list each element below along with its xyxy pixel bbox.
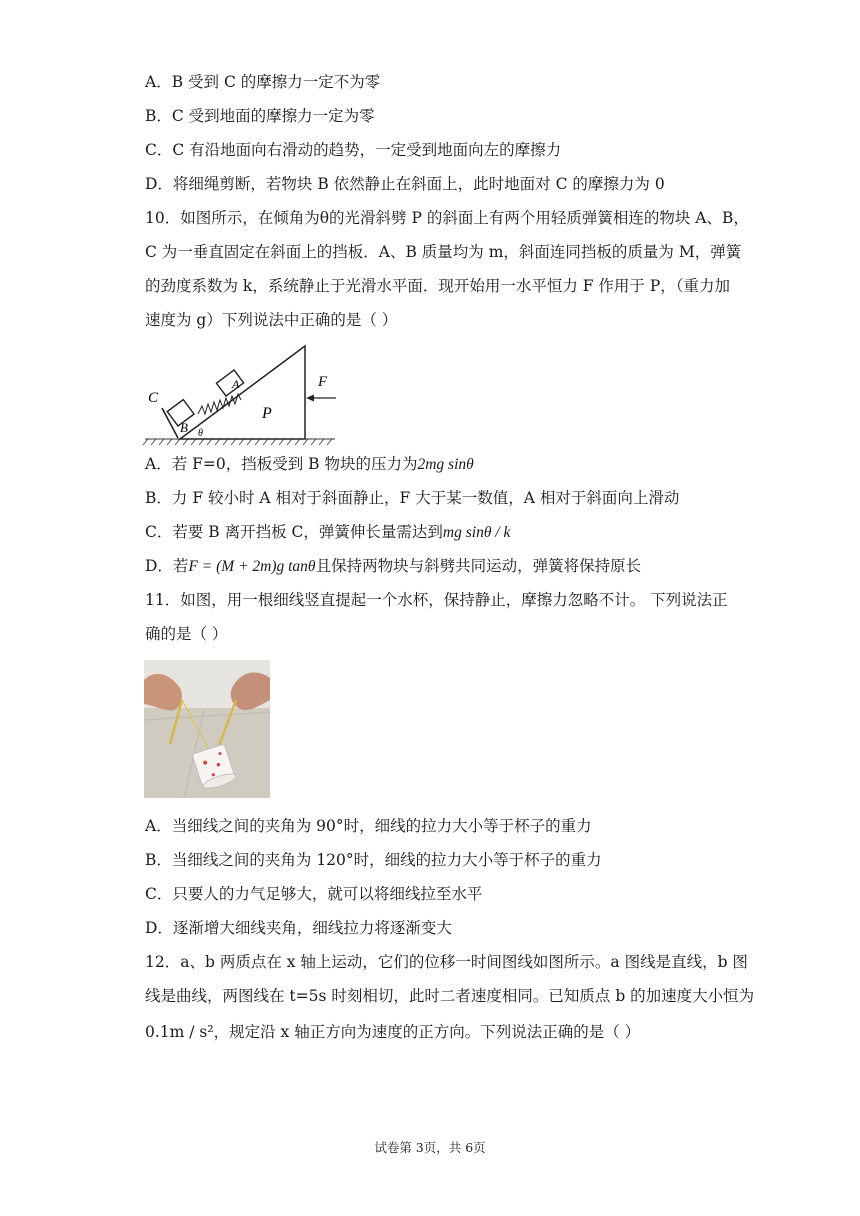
spring (198, 394, 241, 414)
q12-acceleration-formula: 0.1m / s² (145, 1023, 214, 1041)
q10-option-c-formula: mg sinθ / k (442, 524, 511, 541)
q11-option-d: D．逐渐增大细线夹角，细线拉力将逐渐变大 (145, 919, 452, 937)
q10-option-d-suffix: 且保持两物块与斜劈共同运动，弹簧将保持原长 (315, 557, 642, 575)
q9-option-b: B．C 受到地面的摩擦力一定为零 (145, 107, 375, 125)
q10-option-a-formula: 2mg sinθ (417, 456, 474, 473)
q10-option-d-prefix: D．若 (145, 557, 189, 575)
q9-option-a: A．B 受到 C 的摩擦力一定不为零 (145, 73, 381, 91)
incline-figure (140, 340, 340, 450)
q11-option-a: A．当细线之间的夹角为 90°时，细线的拉力大小等于杯子的重力 (145, 817, 592, 835)
q11-stem-line1: 11．如图，用一根细线竖直提起一个水杯，保持静止，摩擦力忽略不计。 下列说法正 (145, 591, 728, 609)
q10-option-b: B．力 F 较小时 A 相对于斜面静止，F 大于某一数值，A 相对于斜面向上滑动 (145, 489, 680, 507)
cup-photo-drawing (144, 660, 270, 798)
q11-option-b: B．当细线之间的夹角为 120°时，细线的拉力大小等于杯子的重力 (145, 851, 602, 869)
q10-option-a-text: A．若 F=0，挡板受到 B 物块的压力为 (145, 455, 418, 473)
q12-stem-line3-text: ，规定沿 x 轴正方向为速度的正方向。下列说法正确的是（ ） (213, 1023, 641, 1041)
q10-stem-line2: C 为一垂直固定在斜面上的挡板．A、B 质量均为 m，斜面连同挡板的质量为 M，弹簧 (145, 243, 742, 261)
q10-stem-line3: 的劲度系数为 k，系统静止于光滑水平面．现开始用一水平恒力 F 作用于 P，（重力加 (145, 277, 731, 295)
q10-option-d (145, 556, 641, 577)
cup-photo (144, 660, 270, 798)
q10-option-c (145, 522, 510, 543)
q10-stem-line1: 10．如图所示，在倾角为θ的光滑斜劈 P 的斜面上有两个用轻质弹簧相连的物块 A、B， (145, 209, 749, 227)
wedge-p (180, 346, 305, 439)
label-c: C (148, 390, 159, 406)
label-a: A (232, 377, 240, 391)
q12-stem-line3 (145, 1022, 640, 1042)
q12-stem-line1: 12．a、b 两质点在 x 轴上运动，它们的位移一时间图线如图所示。a 图线是直线，b 图 (145, 953, 748, 971)
label-f: F (318, 374, 328, 390)
ground-hatch (143, 439, 335, 445)
q9-option-c: C．C 有沿地面向右滑动的趋势，一定受到地面向左的摩擦力 (145, 141, 562, 159)
label-b: B (180, 420, 188, 435)
page-footer: 试卷第 3页，共 6页 (374, 1140, 486, 1155)
q11-stem-line2: 确的是（ ） (145, 625, 228, 643)
block-a (216, 370, 243, 396)
q10-option-d-formula: F = (M + 2m)g tanθ (188, 558, 316, 575)
q11-option-c: C．只要人的力气足够大，就可以将细线拉至水平 (145, 885, 483, 903)
q9-option-d: D．将细绳剪断，若物块 B 依然静止在斜面上，此时地面对 C 的摩擦力为 0 (145, 175, 665, 193)
label-theta: θ (198, 428, 203, 439)
force-arrowhead (306, 395, 314, 402)
q12-stem-line2: 线是曲线，两图线在 t=5s 时刻相切，此时二者速度相同。已知质点 b 的加速度大小恒为 (145, 987, 755, 1005)
q10-option-c-text: C．若要 B 离开挡板 C，弹簧伸长量需达到 (145, 523, 443, 541)
label-p: P (262, 405, 272, 422)
q10-stem-line4: 速度为 g）下列说法中正确的是（ ） (145, 311, 398, 329)
q10-option-a (145, 454, 474, 475)
